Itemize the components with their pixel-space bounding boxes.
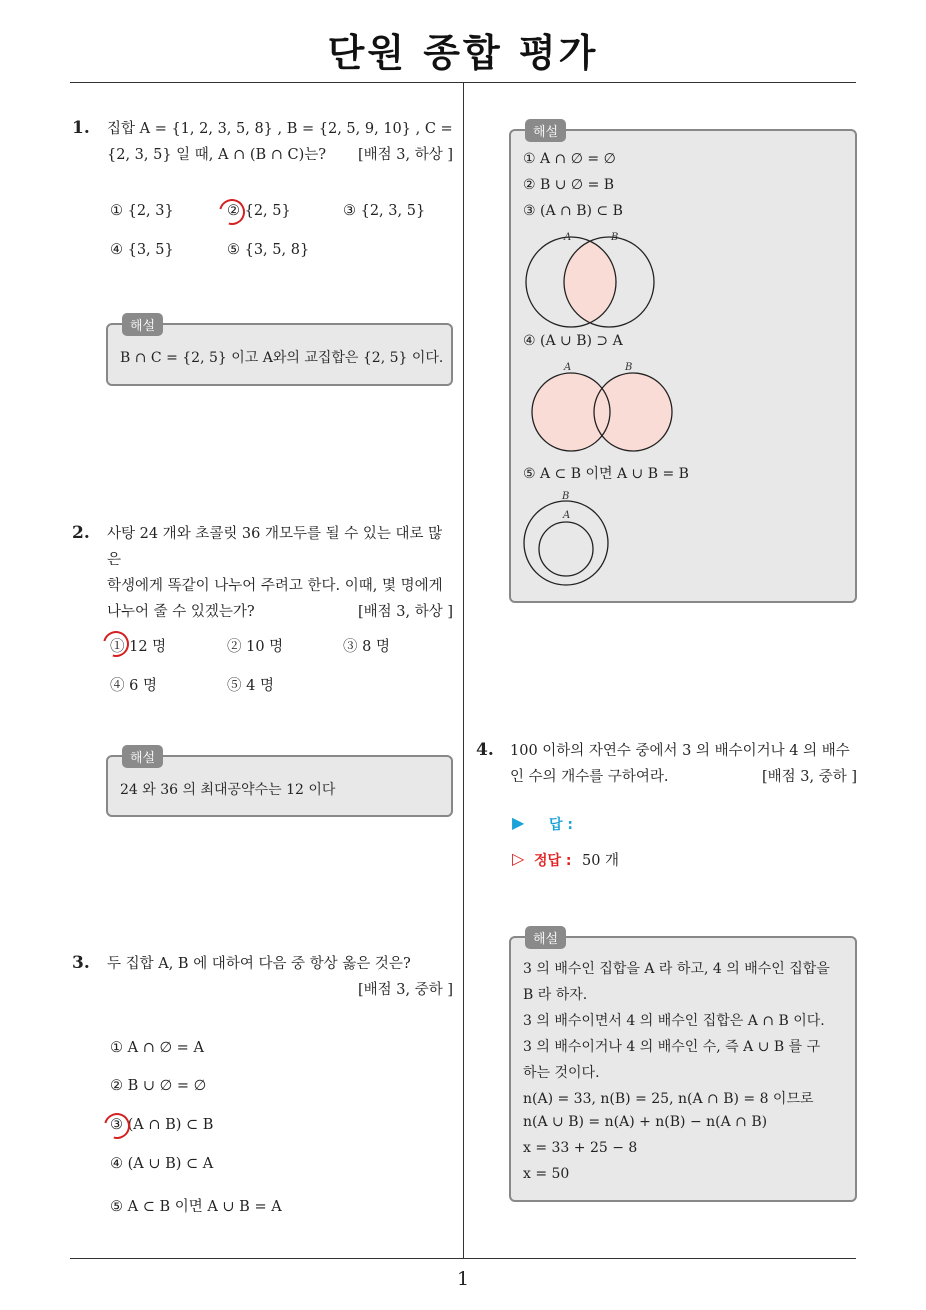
venn-1-label-a: A	[564, 232, 572, 243]
q1-option-4[interactable]: ④ {3, 5}	[110, 242, 174, 258]
q3-solution-line-5: ⑤ A ⊂ B 이면 A ∪ B = B	[523, 466, 689, 482]
page-number: 1	[456, 1268, 470, 1290]
q1-option-5[interactable]: ⑤ {3, 5, 8}	[227, 242, 310, 258]
venn-2-label-b: B	[625, 362, 633, 373]
q3-option-4[interactable]: ④ (A ∪ B) ⊂ A	[110, 1156, 214, 1172]
q2-option-4[interactable]: ④ 6 명	[110, 678, 157, 694]
q2-solution-text: 24 와 36 의 최대공약수는 12 이다	[120, 782, 336, 798]
q3-option-5[interactable]: ⑤ A ⊂ B 이면 A ∪ B = A	[110, 1199, 282, 1215]
question-4-text	[510, 738, 857, 790]
q4-solution-tag: 해설	[525, 926, 566, 949]
question-2-line-2: 학생에게 똑같이 나누어 주려고 한다. 이때, 몇 명에게	[107, 578, 443, 594]
venn-1-label-b: B	[611, 232, 619, 243]
q2-answer-mark	[98, 626, 134, 662]
question-2-text	[107, 521, 453, 625]
q1-option-3[interactable]: ③ {2, 3, 5}	[343, 203, 426, 219]
question-4-line-2-text: 인 수의 개수를 구하여라.	[510, 769, 669, 785]
q3-option-2[interactable]: ② B ∪ ∅ = ∅	[110, 1078, 207, 1094]
question-2-line-3	[107, 599, 453, 625]
question-1-text	[107, 116, 453, 168]
q4-solution-line-7: n(A ∪ B) = n(A) + n(B) − n(A ∩ B)	[523, 1114, 768, 1130]
q3-solution-line-1: ① A ∩ ∅ = ∅	[523, 151, 616, 167]
q1-solution-box	[106, 319, 453, 386]
question-4-line-2	[510, 764, 857, 790]
question-3-score: [배점 3, 중하 ]	[357, 982, 453, 998]
venn-2-label-a: A	[564, 362, 572, 373]
q3-solution-line-3: ③ (A ∩ B) ⊂ B	[523, 203, 623, 219]
question-1-line-2	[107, 142, 453, 168]
q3-option-3[interactable]: ③ (A ∩ B) ⊂ B	[110, 1117, 214, 1133]
question-4-line-1: 100 이하의 자연수 중에서 3 의 배수이거나 4 의 배수	[510, 743, 850, 759]
q1-answer-mark	[214, 194, 250, 230]
q4-solution-line-4: 3 의 배수이거나 4 의 배수인 수, 즉 A ∪ B 를 구	[523, 1039, 821, 1055]
q2-solution-box	[106, 751, 453, 817]
question-1-line-2-text: {2, 3, 5} 일 때, A ∩ (B ∩ C)는?	[107, 147, 327, 163]
q4-solution-line-6: n(A) = 33, n(B) = 25, n(A ∩ B) = 8 이므로	[523, 1091, 814, 1107]
q4-correct-value: 50 개	[582, 853, 620, 869]
q3-solution-box	[509, 125, 857, 603]
q4-solution-box	[509, 932, 857, 1202]
q1-solution-tag: 해설	[122, 313, 163, 336]
question-4-score: [배점 3, 중하 ]	[761, 769, 857, 785]
q2-option-1[interactable]: ① 12 명	[110, 639, 167, 655]
q2-option-2[interactable]: ② 10 명	[227, 639, 284, 655]
q1-option-1[interactable]: ① {2, 3}	[110, 203, 174, 219]
q2-option-5[interactable]: ⑤ 4 명	[227, 678, 274, 694]
question-3-text	[107, 951, 453, 1003]
question-1-line-1: 집합 A = {1, 2, 3, 5, 8} , B = {2, 5, 9, 10} , C =	[107, 121, 453, 137]
answer-arrow-icon: ▶	[512, 813, 525, 832]
question-2-number: 2.	[72, 523, 90, 543]
question-3-line-1: 두 집합 A, B 에 대하여 다음 중 항상 옳은 것은?	[107, 956, 411, 972]
q4-solution-line-5: 하는 것이다.	[523, 1065, 600, 1081]
question-2-line-3-text: 나누어 줄 수 있겠는가?	[107, 604, 255, 620]
q4-solution-line-1: 3 의 배수인 집합을 A 라 하고, 4 의 배수인 집합을	[523, 961, 830, 977]
question-1-score: [배점 3, 하상 ]	[357, 147, 453, 163]
question-4-number: 4.	[476, 740, 494, 760]
venn-union-diagram	[521, 359, 681, 459]
q4-correct-label: 정답 :	[534, 853, 572, 869]
q4-solution-line-9: x = 50	[523, 1166, 570, 1182]
q4-answer-label: 답 :	[549, 817, 573, 833]
q3-solution-line-2: ② B ∪ ∅ = B	[523, 177, 615, 193]
q3-solution-line-4: ④ (A ∪ B) ⊃ A	[523, 333, 623, 349]
q1-option-2[interactable]: ② {2, 5}	[227, 203, 291, 219]
q1-solution-text: B ∩ C = {2, 5} 이고 A와의 교집합은 {2, 5} 이다.	[120, 350, 444, 366]
q2-solution-tag: 해설	[122, 745, 163, 768]
question-3-line-2	[107, 977, 453, 1003]
venn-3-label-b: B	[562, 491, 570, 502]
question-3-number: 3.	[72, 953, 90, 973]
page-title: 단원 종합 평가	[327, 31, 599, 75]
q4-solution-line-8: x = 33 + 25 − 8	[523, 1140, 638, 1156]
q2-option-3[interactable]: ③ 8 명	[343, 639, 390, 655]
q4-solution-line-3: 3 의 배수이면서 4 의 배수인 집합은 A ∩ B 이다.	[523, 1013, 825, 1029]
question-2-line-1: 사탕 24 개와 초콜릿 36 개모두를 될 수 있는 대로 많은	[107, 526, 443, 568]
q4-solution-line-2: B 라 하자.	[523, 987, 588, 1003]
question-2-score: [배점 3, 하상 ]	[357, 604, 453, 620]
q3-answer-mark	[99, 1108, 135, 1144]
venn-3-label-a: A	[563, 510, 571, 521]
correct-arrow-icon: ▷	[512, 849, 525, 868]
venn-subset-diagram	[521, 487, 621, 587]
bottom-divider	[70, 1258, 856, 1259]
question-1-number: 1.	[72, 118, 90, 138]
venn-intersection-diagram	[521, 229, 671, 329]
q3-option-1[interactable]: ① A ∩ ∅ = A	[110, 1040, 204, 1056]
q3-solution-tag: 해설	[525, 119, 566, 142]
column-divider	[463, 83, 464, 1258]
